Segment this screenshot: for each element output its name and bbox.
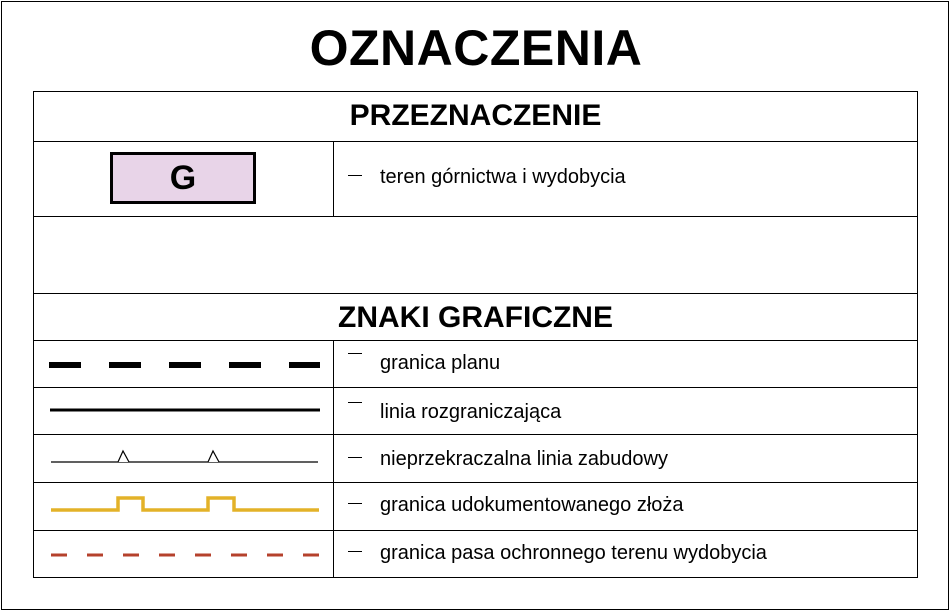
deposit-boundary-line: [51, 498, 319, 510]
building-line-label: nieprzekraczalna linia zabudowy: [380, 448, 668, 470]
legend-table: [33, 91, 918, 578]
legend-title: OZNACZENIA: [309, 20, 643, 76]
demarcation-line-row: [348, 401, 561, 424]
dash-icon: [348, 175, 362, 176]
dash-icon: [348, 551, 362, 552]
dash-icon: [348, 457, 362, 458]
protective-belt-label: granica pasa ochronnego terenu wydobycia: [380, 542, 767, 564]
protective-belt-row: [348, 542, 767, 565]
protective-belt-symbol: [33, 531, 333, 578]
mining-area-row: [348, 166, 626, 189]
triangle-marker-2: [208, 451, 219, 462]
dash-icon: [348, 353, 362, 354]
demarcation-line-label: linia rozgraniczająca: [380, 401, 562, 423]
deposit-boundary-label: granica udokumentowanego złoża: [380, 494, 684, 516]
mining-area-label: teren górnictwa i wydobycia: [380, 166, 626, 188]
building-line-symbol: [33, 435, 333, 482]
dash-icon: [348, 402, 362, 403]
plan-boundary-row: [348, 352, 500, 375]
building-line-row: [348, 448, 668, 471]
plan-boundary-symbol: [33, 341, 333, 387]
deposit-boundary-symbol: [33, 483, 333, 530]
plan-boundary-label: granica planu: [380, 352, 501, 374]
dash-icon: [348, 503, 362, 504]
znaki-heading: ZNAKI GRAFICZNE: [338, 301, 613, 334]
triangle-marker-1: [118, 451, 129, 462]
deposit-boundary-row: [348, 494, 684, 517]
demarcation-line-symbol: [33, 388, 333, 434]
przeznaczenie-heading: PRZEZNACZENIE: [349, 99, 602, 132]
mining-area-symbol: G: [110, 152, 256, 204]
